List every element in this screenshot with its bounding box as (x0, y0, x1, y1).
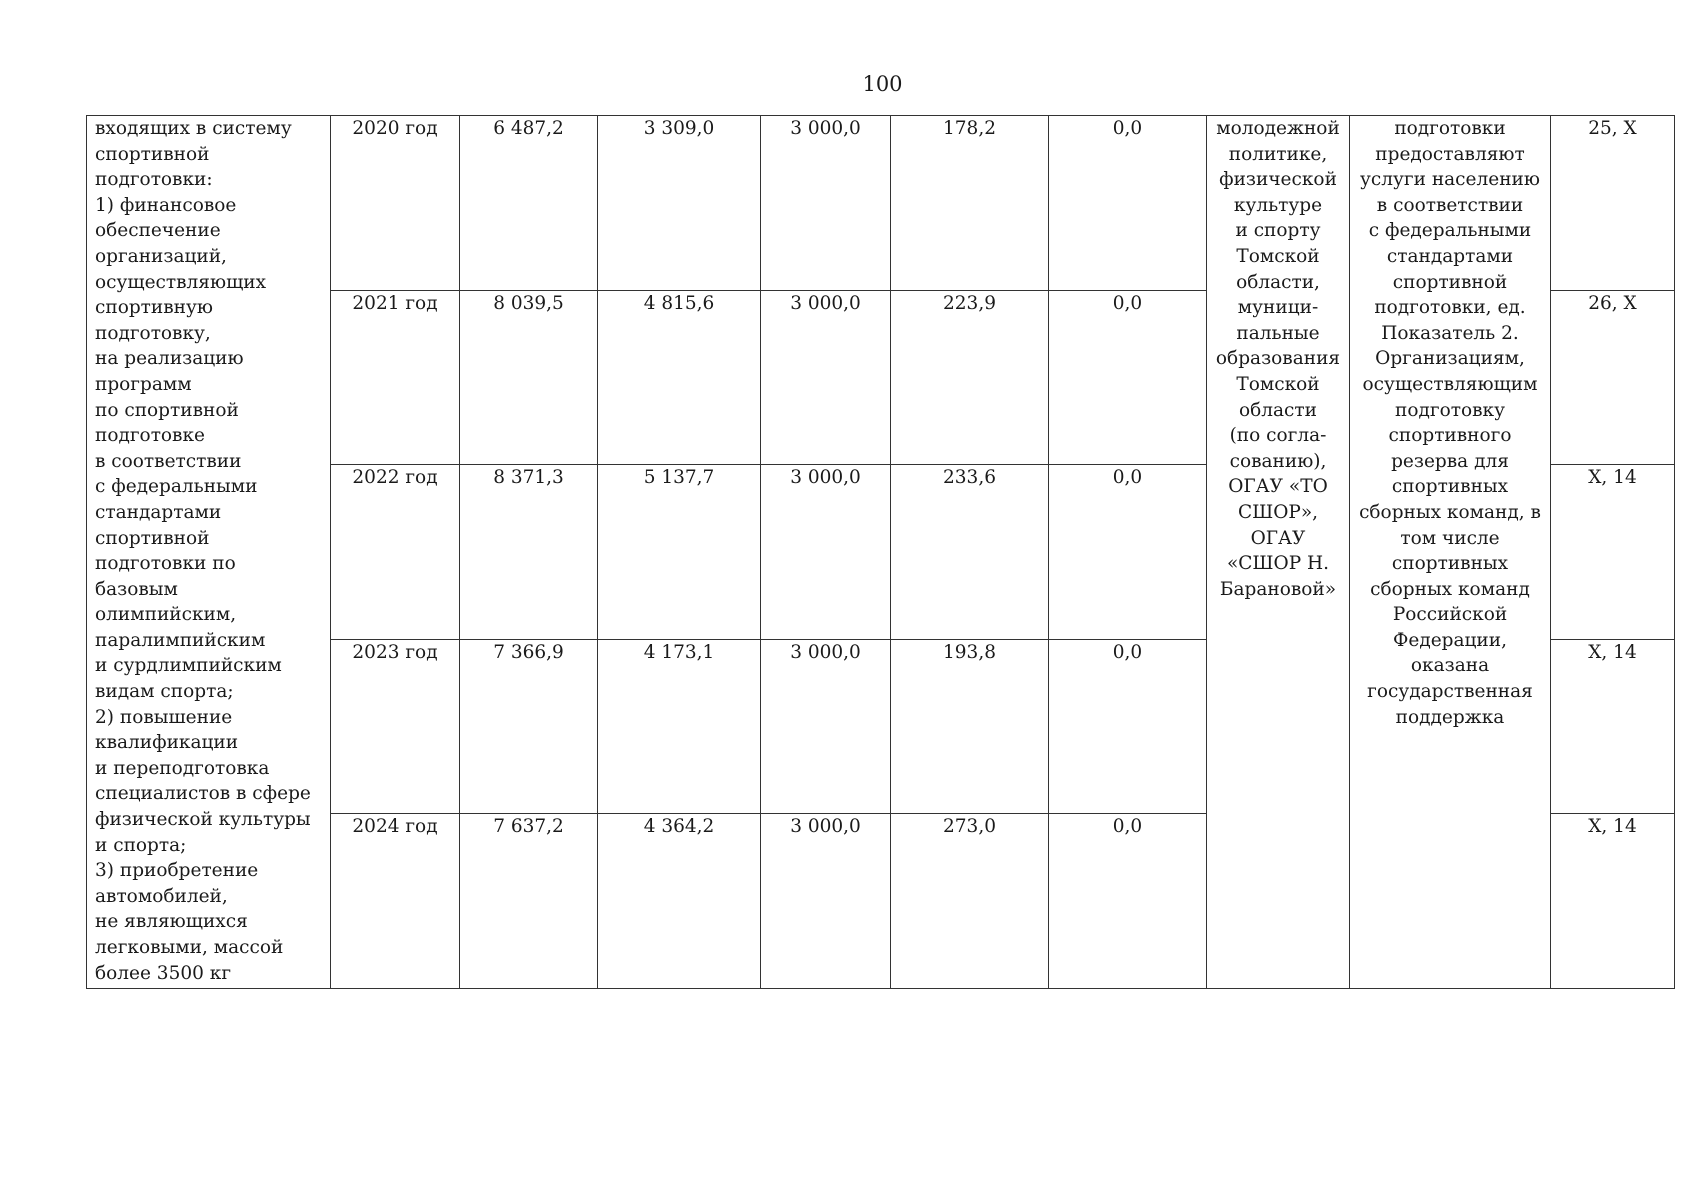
extra-cell: 0,0 (1049, 639, 1207, 814)
extra-cell: 0,0 (1049, 814, 1207, 989)
code-cell: X, 14 (1551, 639, 1675, 814)
extra-cell: 0,0 (1049, 465, 1207, 640)
federal-cell: 5 137,7 (598, 465, 761, 640)
table-row (87, 116, 1675, 291)
page-number: 100 (862, 72, 903, 96)
code-cell: 26, X (1551, 290, 1675, 465)
year-cell: 2023 год (331, 639, 460, 814)
total-cell: 7 637,2 (460, 814, 598, 989)
federal-cell: 4 173,1 (598, 639, 761, 814)
code-cell: X, 14 (1551, 814, 1675, 989)
local-cell: 273,0 (891, 814, 1049, 989)
regional-cell: 3 000,0 (761, 639, 891, 814)
total-cell: 8 371,3 (460, 465, 598, 640)
federal-cell: 3 309,0 (598, 116, 761, 291)
local-cell: 223,9 (891, 290, 1049, 465)
year-cell: 2024 год (331, 814, 460, 989)
regional-cell: 3 000,0 (761, 814, 891, 989)
regional-cell: 3 000,0 (761, 465, 891, 640)
regional-cell: 3 000,0 (761, 290, 891, 465)
indicators-cell: подготовки предоставляют услуги населению в соответствии с федеральными стандартами спортивной подготовки, ед. Показатель 2. Организациям, осуществляющим подготовку спортивного резерва для спортивных сборных команд, в том числе спортивных сборных команд Российской Федерации, оказана государственная поддержка (1350, 116, 1551, 989)
code-cell: X, 14 (1551, 465, 1675, 640)
activity-description: входящих в систему спортивной подготовки: 1) финансовое обеспечение организаций, осуществляющих спортивную подготовку, на реализацию программ по спортивной подготовке в соответствии с федеральными стандартами спортивной подготовки по базовым олимпийским, паралимпийским и сурдлимпийским видам спорта; 2) повышение квалификации и переподготовка специалистов в сфере физической культуры и спорта; 3) приобретение автомобилей, не являющихся легковыми, массой более 3500 кг (87, 116, 331, 989)
federal-cell: 4 364,2 (598, 814, 761, 989)
year-cell: 2022 год (331, 465, 460, 640)
local-cell: 178,2 (891, 116, 1049, 291)
extra-cell: 0,0 (1049, 116, 1207, 291)
year-cell: 2020 год (331, 116, 460, 291)
total-cell: 6 487,2 (460, 116, 598, 291)
total-cell: 8 039,5 (460, 290, 598, 465)
code-cell: 25, X (1551, 116, 1675, 291)
regional-cell: 3 000,0 (761, 116, 891, 291)
federal-cell: 4 815,6 (598, 290, 761, 465)
local-cell: 193,8 (891, 639, 1049, 814)
program-table (86, 115, 1675, 989)
year-cell: 2021 год (331, 290, 460, 465)
local-cell: 233,6 (891, 465, 1049, 640)
executors-cell: молодежной политике, физической культуре и спорту Томской области, муници- пальные образования Томской области (по согла- сованию), ОГАУ «ТО СШОР», ОГАУ «СШОР Н. Барановой» (1207, 116, 1350, 989)
extra-cell: 0,0 (1049, 290, 1207, 465)
total-cell: 7 366,9 (460, 639, 598, 814)
